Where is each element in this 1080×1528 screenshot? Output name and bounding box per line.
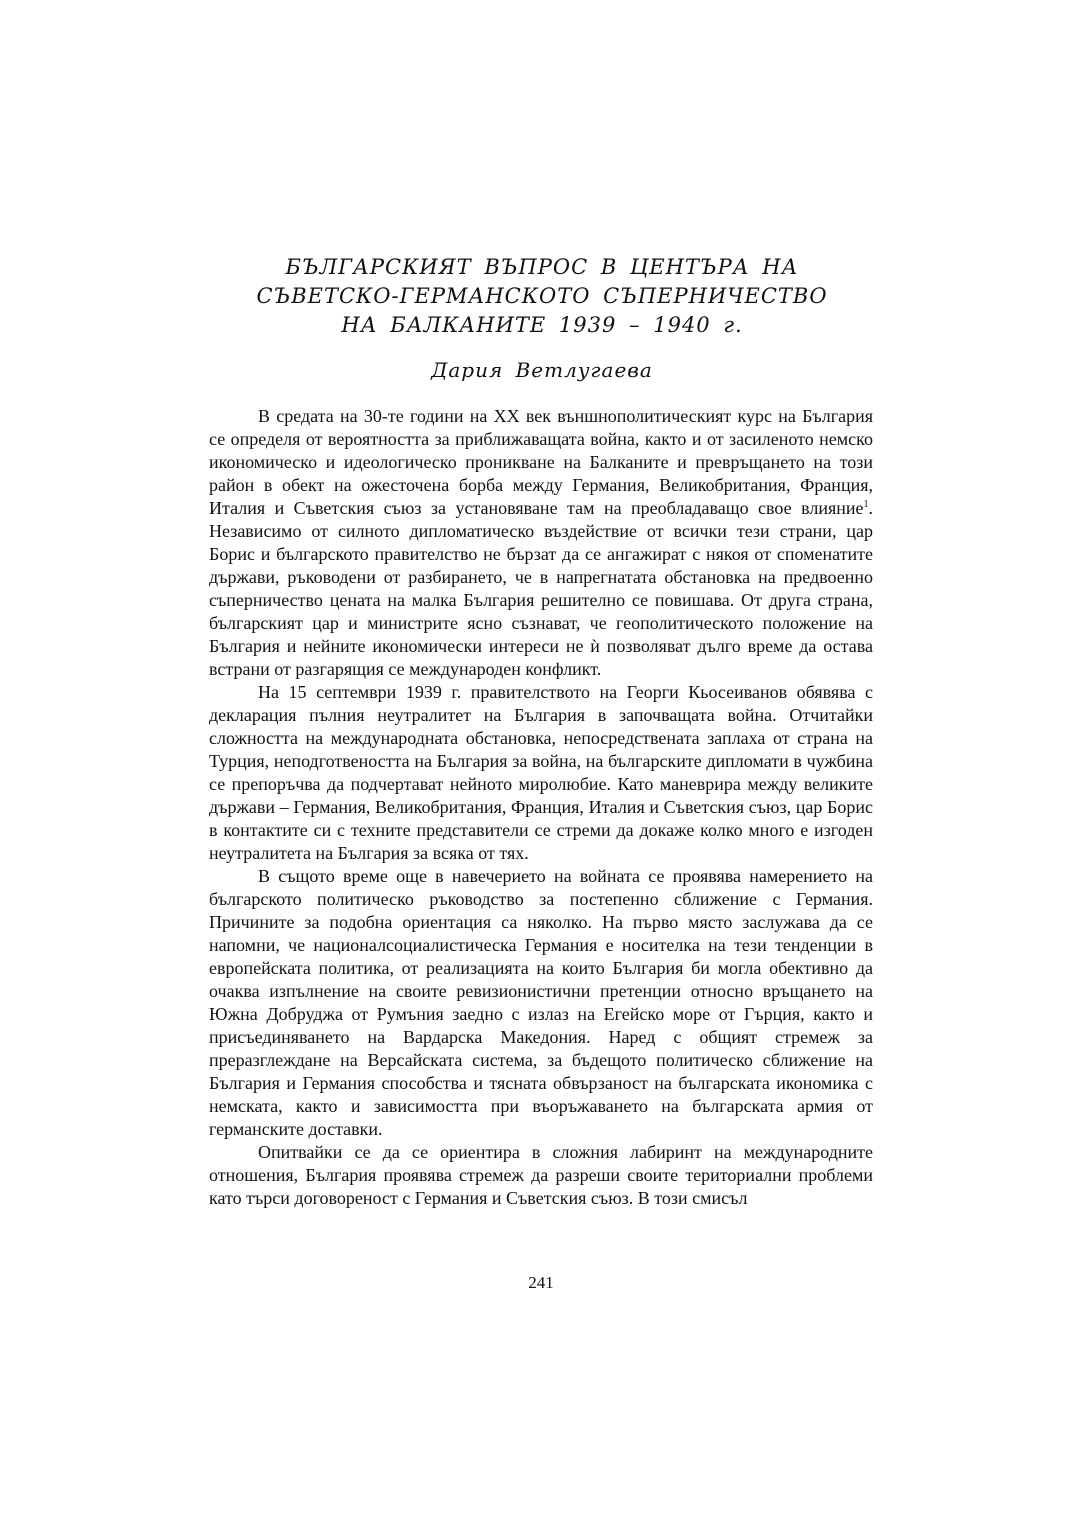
article-author: Дария Ветлугаева (431, 358, 653, 382)
page-number: 241 (528, 1273, 554, 1292)
article-title (210, 253, 874, 340)
title-line-3: НА БАЛКАНИТЕ 1939 – 1940 г. (341, 313, 743, 337)
paragraph-2: На 15 септември 1939 г. правителството на Георги Кьосеиванов обявява с декларация пълния неутралитет на България в започващата война. Отчитайки сложността на международната обстановка, непосредствената заплаха от страна на Турция, неподготвеността на България за война, на българските дипломати в чужбина се препоръчва да подчертават нейното миролюбие. Като маневрира между великите държави – Германия, Великобритания, Франция, Италия и Съветския съюз, цар Борис в контактите си с техните представители се стреми да докаже колко много е изгоден неутралитета на България за всяка от тях. (209, 682, 873, 863)
title-line-1: БЪЛГАРСКИЯТ ВЪПРОС В ЦЕНТЪРА НА (285, 255, 799, 279)
paragraph-3: В същото време още в навечерието на войната се проявява намерението на българското политическо ръководство за постепенно сближение с Германия. Причините за подобна ориентация са няколко. На първо място заслужава да се напомни, че националсоциалистическа Германия е носителка на тези тенденции в европейската политика, от реализацията на които България би могла обективно да очаква изпълнение на своите ревизионистични претенции относно връщането на Южна Добруджа от Румъния заедно с излаз на Егейско море от Гърция, както и присъединяването на Вардарска Македония. Наред с общият стремеж за преразглеждане на Версайската система, за бъдещото политическо сближение на България и Германия способства и тясната обвързаност на българската икономика с немската, както и зависимостта при въоръжаването на българската армия от германските доставки. (209, 866, 873, 1139)
footnote-mark: 1 (863, 499, 869, 510)
article-body (209, 405, 873, 1210)
paragraph-1 (209, 405, 873, 681)
paragraph-1-text-end: . Независимо от силното дипломатическо въздействие от всички тези страни, цар Борис и българското правителство не бързат да се ангажират с някоя от споменатите държави, ръководени от разбирането, че в напрегнатата обстановка на предвоенно съперничество цената на малка България решително се повишава. От друга страна, българският цар и министрите ясно съзнават, че геополитическото положение на България и нейните икономически интереси не ѝ позволяват дълго време да остава встрани от разгарящия се международен конфликт. (209, 498, 873, 679)
paragraph-4: Опитвайки се да се ориентира в сложния лабиринт на международните отношения, България проявява стремеж да разреши своите териториални проблеми като търси договореност с Германия и Съветския съюз. В този смисъл (209, 1142, 873, 1208)
title-line-2: СЪВЕТСКО-ГЕРМАНСКОТО СЪПЕРНИЧЕСТВО (256, 284, 828, 308)
paragraph-1-text-start: В средата на 30-те години на XX век външнополитическият курс на България се определя от вероятността за приближаващата война, както и от засиленото немско икономическо и идеологическо проникване на Балканите и превръщането на този район в обект на ожесточена борба между Германия, Великобритания, Франция, Италия и Съветския съюз за установяване там на преобладаващо свое влияние (209, 406, 873, 518)
